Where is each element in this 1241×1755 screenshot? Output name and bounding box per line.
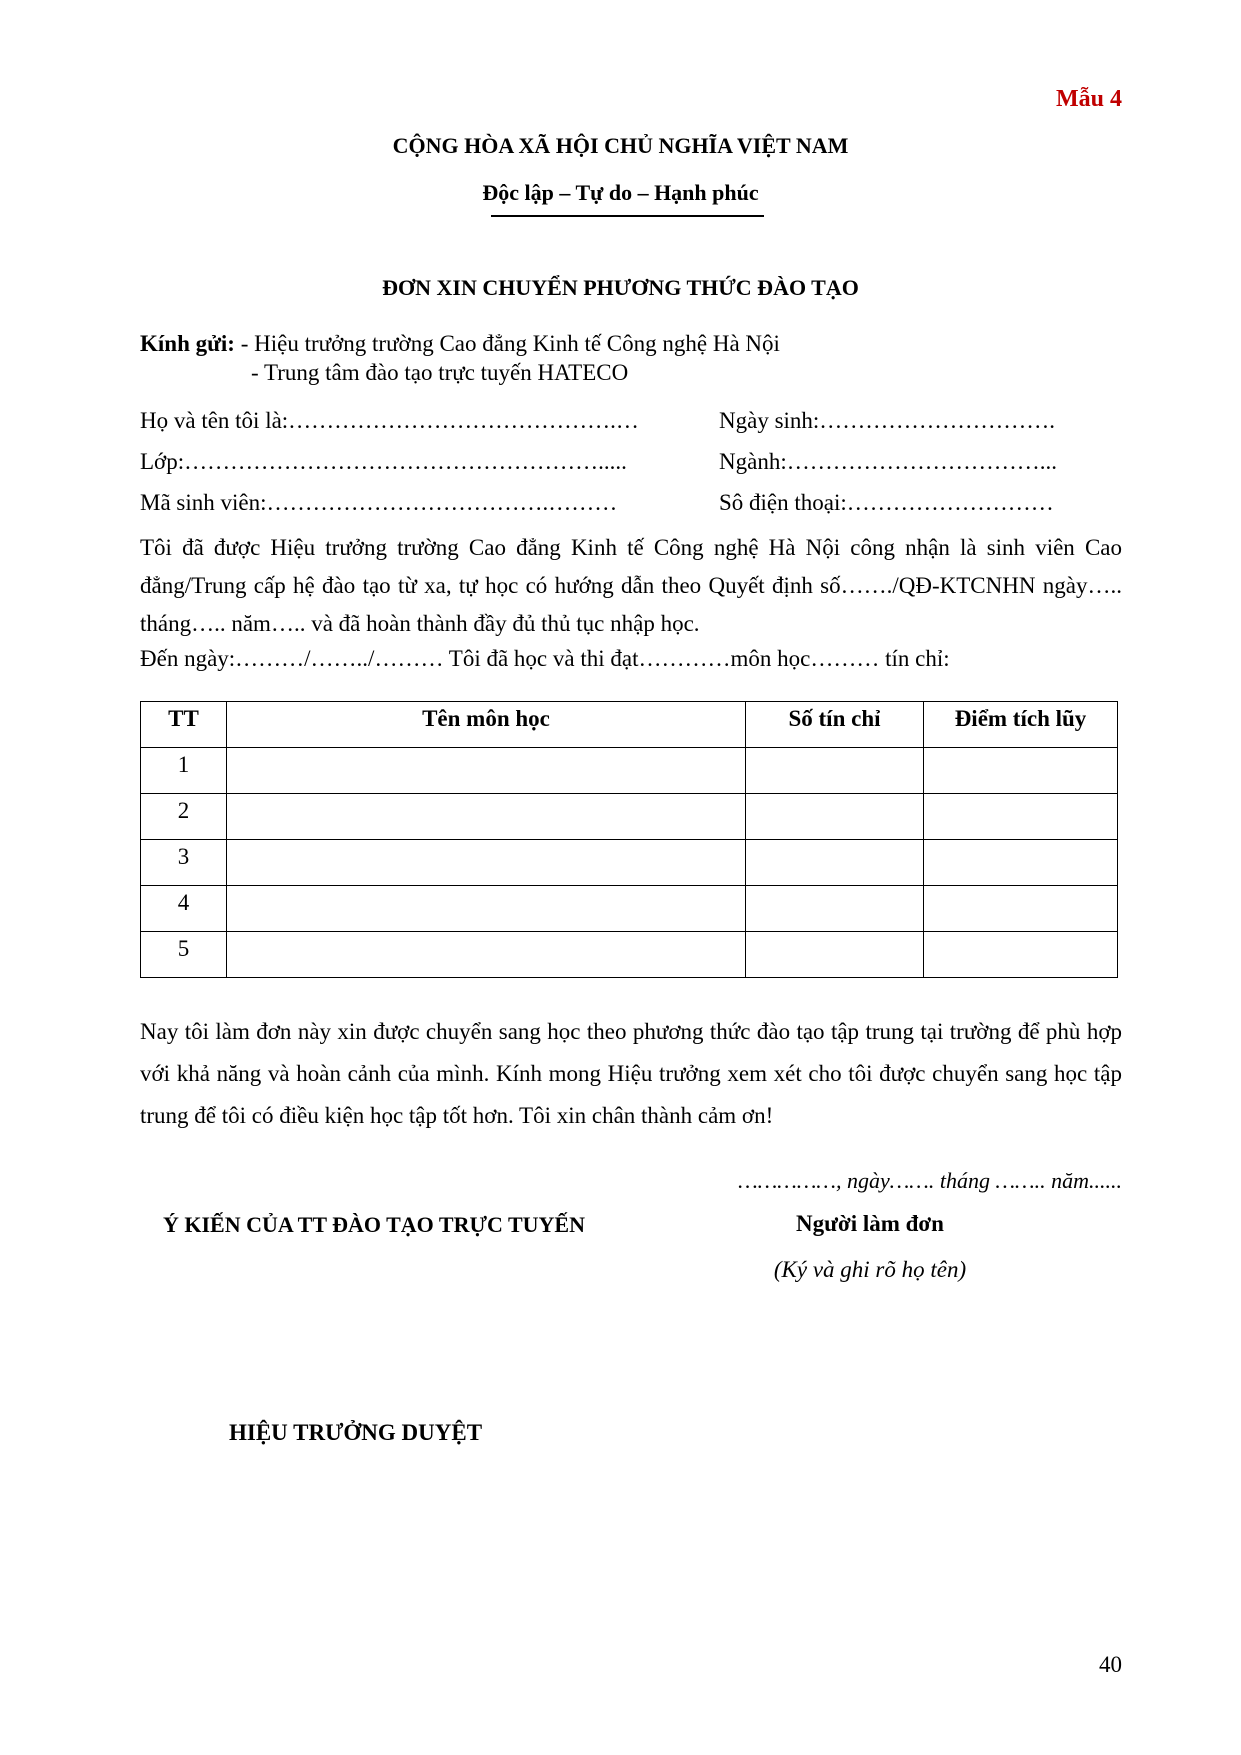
field-major[interactable]: Ngành:……………………………...: [719, 449, 1057, 474]
page-number: 40: [1099, 1652, 1122, 1677]
document-title: ĐƠN XIN CHUYỂN PHƯƠNG THỨC ĐÀO TẠO: [382, 275, 859, 300]
score-cell[interactable]: [924, 748, 1118, 794]
credits-cell[interactable]: [746, 748, 924, 794]
course-name-cell[interactable]: [227, 748, 746, 794]
field-class[interactable]: Lớp:……………………………………………….....: [140, 449, 627, 474]
credits-cell[interactable]: [746, 840, 924, 886]
center-opinion-heading: Ý KIẾN CỦA TT ĐÀO TẠO TRỰC TUYẾN: [163, 1212, 585, 1237]
col-header-index: TT: [141, 702, 227, 748]
table-header-row: [141, 702, 1118, 748]
nation-heading: CỘNG HÒA XÃ HỘI CHỦ NGHĨA VIỆT NAM: [392, 133, 849, 158]
field-student-id[interactable]: Mã sinh viên:……………………………….………: [140, 490, 618, 515]
credits-cell[interactable]: [746, 886, 924, 932]
row-index: 1: [141, 748, 227, 794]
recipient-label: Kính gửi:: [140, 331, 235, 356]
score-cell[interactable]: [924, 886, 1118, 932]
motto-underline: [491, 215, 764, 217]
credits-cell[interactable]: [746, 794, 924, 840]
field-date-of-birth[interactable]: Ngày sinh:………………………….: [719, 408, 1056, 433]
course-name-cell[interactable]: [227, 932, 746, 978]
score-cell[interactable]: [924, 932, 1118, 978]
field-phone[interactable]: Sô điện thoại:………………………: [719, 490, 1054, 515]
recipient-line-1: [140, 331, 780, 357]
applicant-heading: Người làm đơn: [796, 1211, 944, 1236]
course-name-cell[interactable]: [227, 794, 746, 840]
table-row: [141, 932, 1118, 978]
principal-approval-heading: HIỆU TRƯỞNG DUYỆT: [229, 1420, 483, 1445]
form-number: Mẫu 4: [1056, 86, 1122, 112]
course-table: [140, 701, 1118, 978]
score-cell[interactable]: [924, 794, 1118, 840]
recipient-center: - Trung tâm đào tạo trực tuyến HATECO: [251, 360, 629, 385]
course-name-cell[interactable]: [227, 840, 746, 886]
row-index: 5: [141, 932, 227, 978]
progress-line: Đến ngày:………/……../……… Tôi đã học và thi đạt…………môn học……… tín chỉ:: [140, 646, 950, 671]
table-row: [141, 748, 1118, 794]
table-row: [141, 886, 1118, 932]
table-row: [141, 794, 1118, 840]
intro-paragraph: Tôi đã được Hiệu trưởng trường Cao đẳng Kinh tế Công nghệ Hà Nội công nhận là sinh viên Cao đẳng/Trung cấp hệ đào tạo từ xa, tự học có hướng dẫn theo Quyết định số……./QĐ-KTCNHN ngày….. tháng….. năm….. và đã hoàn thành đầy đủ thủ tục nhập học.: [140, 535, 1122, 636]
col-header-score: Điểm tích lũy: [924, 702, 1118, 748]
field-full-name[interactable]: Họ và tên tôi là:…………………………………….…: [140, 408, 639, 433]
col-header-credits: Số tín chỉ: [746, 702, 924, 748]
col-header-course: Tên môn học: [227, 702, 746, 748]
row-index: 4: [141, 886, 227, 932]
row-index: 2: [141, 794, 227, 840]
course-name-cell[interactable]: [227, 886, 746, 932]
recipient-principal: - Hiệu trưởng trường Cao đẳng Kinh tế Công nghệ Hà Nội: [234, 331, 780, 356]
date-place-line: ……………, ngày……. tháng …….. năm......: [738, 1168, 1122, 1193]
request-paragraph: Nay tôi làm đơn này xin được chuyển sang học theo phương thức đào tạo tập trung tại trường để phù hợp với khả năng và hoàn cảnh của mình. Kính mong Hiệu trưởng xem xét cho tôi được chuyển sang học tập trung để tôi có điều kiện học tập tốt hơn. Tôi xin chân thành cảm ơn!: [140, 1019, 1122, 1128]
table-row: [141, 840, 1118, 886]
applicant-signature-note: (Ký và ghi rõ họ tên): [773, 1257, 967, 1282]
credits-cell[interactable]: [746, 932, 924, 978]
score-cell[interactable]: [924, 840, 1118, 886]
row-index: 3: [141, 840, 227, 886]
motto-heading: Độc lập – Tự do – Hạnh phúc: [482, 180, 759, 205]
